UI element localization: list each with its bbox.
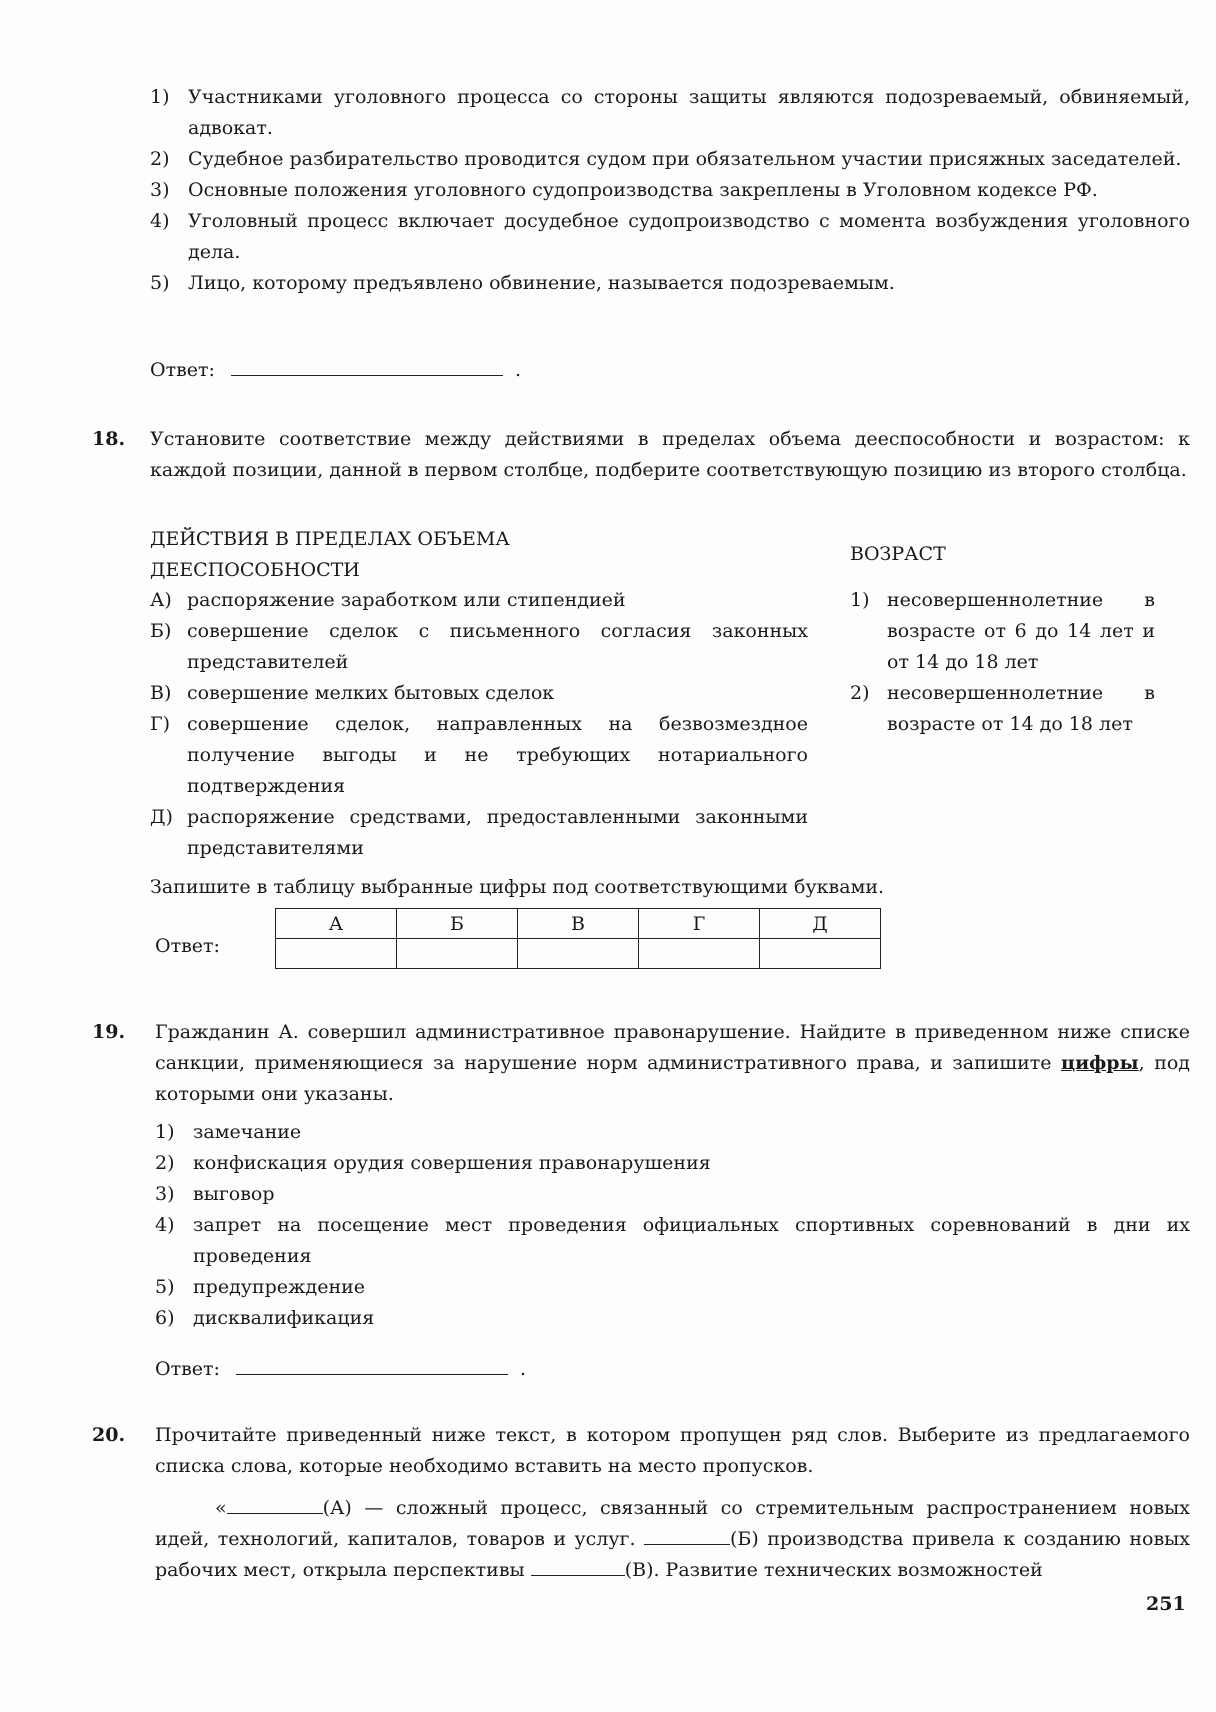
- passage-part: (В). Развитие технических возможностей: [624, 1559, 1043, 1581]
- q18-left-column-header: [150, 524, 750, 586]
- option-text: дисквалификация: [193, 1307, 375, 1329]
- answer-cell[interactable]: [639, 939, 760, 969]
- q17-option: [150, 206, 1190, 268]
- q17-answer: [150, 355, 521, 386]
- age-number: 2): [850, 682, 870, 704]
- q17-option: [150, 268, 1190, 299]
- option-number: 3): [155, 1183, 175, 1205]
- q17-option: [150, 144, 1190, 175]
- q19-emphasis: цифры: [1061, 1052, 1139, 1074]
- option-text: предупреждение: [193, 1276, 366, 1298]
- age-text: несовершеннолетние в возрасте от 6 до 14 лет и от 14 до 18 лет: [887, 589, 1155, 673]
- page-number: 251: [1146, 1593, 1186, 1615]
- gap-a-field[interactable]: [227, 1493, 323, 1514]
- action-letter: Б): [150, 620, 172, 642]
- q18-actions-list: [150, 585, 808, 864]
- q18-text: Установите соответствие между действиями в пределах объема дееспособности и возрастом: к каждой позиции, данной в первом столбце, подберите соответствующую позицию из второго столбца.: [150, 428, 1190, 481]
- q19-text: [155, 1017, 1190, 1110]
- q19-text-part: , под которыми они указаны.: [155, 1052, 1191, 1105]
- action-text: совершение сделок с письменного согласия законных представителей: [187, 620, 808, 673]
- quote-mark: «: [215, 1497, 227, 1519]
- option-number: 4): [150, 210, 170, 232]
- question-number: 20.: [92, 1424, 126, 1446]
- option-number: 4): [155, 1214, 175, 1236]
- answer-cell[interactable]: [397, 939, 518, 969]
- q18-action: [150, 585, 808, 616]
- option-text: Уголовный процесс включает досудебное судопроизводство с момента возбуждения уголовного дела.: [188, 210, 1190, 263]
- answer-label: Ответ:: [150, 359, 215, 381]
- q19-option: [155, 1272, 1190, 1303]
- answer-table-input-row: [276, 939, 881, 969]
- answer-cell[interactable]: [518, 939, 639, 969]
- action-text: распоряжение средствами, предоставленными законными представителями: [187, 806, 808, 859]
- q18-age: [850, 678, 1155, 740]
- q18-age-list: [850, 585, 1155, 740]
- q18-action: [150, 709, 808, 802]
- q18-age: [850, 585, 1155, 678]
- q18-answer-table: [275, 908, 881, 969]
- q19-answer: [155, 1354, 526, 1385]
- q20-text: Прочитайте приведенный ниже текст, в котором пропущен ряд слов. Выберите из предлагаемого списка слова, которые необходимо вставить на место пропусков.: [155, 1424, 1190, 1477]
- q17-option: [150, 82, 1190, 144]
- q19-text-part: Гражданин А. совершил административное правонарушение. Найдите в приведенном ниже списке санкции, применяющиеся за нарушение норм административного права, и запишите: [155, 1021, 1190, 1074]
- column-header-line: ДЕЙСТВИЯ В ПРЕДЕЛАХ ОБЪЕМА: [150, 528, 510, 550]
- action-text: совершение сделок, направленных на безвозмездное получение выгоды и не требующих нотариального подтверждения: [187, 713, 808, 797]
- option-text: запрет на посещение мест проведения официальных спортивных соревнований в дни их проведения: [193, 1214, 1190, 1267]
- q19-option: [155, 1303, 1190, 1334]
- action-letter: А): [150, 589, 172, 611]
- q18-right-column-header: ВОЗРАСТ: [850, 543, 946, 565]
- question-number: 18.: [92, 428, 126, 450]
- q19-option: [155, 1210, 1190, 1272]
- answer-table-header-row: [276, 909, 881, 939]
- gap-c-field[interactable]: [531, 1555, 625, 1576]
- answer-period: .: [514, 359, 521, 381]
- action-text: совершение мелких бытовых сделок: [187, 682, 555, 704]
- option-number: 1): [155, 1121, 175, 1143]
- option-text: Участниками уголовного процесса со стороны защиты являются подозреваемый, обвиняемый, адвокат.: [188, 86, 1190, 139]
- q17-answer-field[interactable]: [231, 355, 503, 376]
- option-text: выговор: [193, 1183, 275, 1205]
- answer-table-header: В: [518, 909, 639, 939]
- answer-table-header: Д: [760, 909, 881, 939]
- passage-part: (А) — сложный процесс, связанный со стремительным распространением новых идей, технологий, капиталов, товаров и услуг.: [155, 1497, 1190, 1550]
- q18-action: [150, 678, 808, 709]
- q19-option: [155, 1117, 1190, 1148]
- q17-option: [150, 175, 1190, 206]
- option-number: 6): [155, 1307, 175, 1329]
- option-text: замечание: [193, 1121, 302, 1143]
- option-number: 5): [150, 272, 170, 294]
- answer-cell[interactable]: [276, 939, 397, 969]
- action-letter: Д): [150, 806, 173, 828]
- q18-action: [150, 616, 808, 678]
- q18-instruction: Запишите в таблицу выбранные цифры под соответствующими буквами.: [150, 876, 885, 898]
- question-number: 19.: [92, 1021, 126, 1043]
- action-letter: Г): [150, 713, 170, 735]
- answer-label: Ответ:: [155, 1358, 220, 1380]
- option-number: 5): [155, 1276, 175, 1298]
- q17-options-list: [150, 82, 1190, 299]
- q19-option: [155, 1179, 1190, 1210]
- option-number: 1): [150, 86, 170, 108]
- q19-options-list: [155, 1117, 1190, 1334]
- age-number: 1): [850, 589, 870, 611]
- option-number: 2): [150, 148, 170, 170]
- column-header-line: ДЕЕСПОСОБНОСТИ: [150, 559, 360, 581]
- option-text: Основные положения уголовного судопроизводства закреплены в Уголовном кодексе РФ.: [188, 179, 1098, 201]
- action-letter: В): [150, 682, 172, 704]
- passage-part: (Б) производства привела к созданию новых рабочих мест, открыла перспективы: [155, 1528, 1190, 1581]
- option-text: конфискация орудия совершения правонарушения: [193, 1152, 711, 1174]
- answer-table-header: А: [276, 909, 397, 939]
- q19-option: [155, 1148, 1190, 1179]
- gap-b-field[interactable]: [644, 1524, 730, 1545]
- answer-table-header: Г: [639, 909, 760, 939]
- option-number: 3): [150, 179, 170, 201]
- answer-table-header: Б: [397, 909, 518, 939]
- option-number: 2): [155, 1152, 175, 1174]
- answer-cell[interactable]: [760, 939, 881, 969]
- q19-answer-field[interactable]: [236, 1354, 508, 1375]
- q18-action: [150, 802, 808, 864]
- q20-passage: [155, 1493, 1190, 1586]
- option-text: Лицо, которому предъявлено обвинение, называется подозреваемым.: [188, 272, 895, 294]
- q18-answer-label: Ответ:: [155, 935, 220, 957]
- answer-period: .: [519, 1358, 526, 1380]
- age-text: несовершеннолетние в возрасте от 14 до 18 лет: [887, 682, 1155, 735]
- action-text: распоряжение заработком или стипендией: [187, 589, 626, 611]
- option-text: Судебное разбирательство проводится судом при обязательном участии присяжных заседателей.: [188, 148, 1182, 170]
